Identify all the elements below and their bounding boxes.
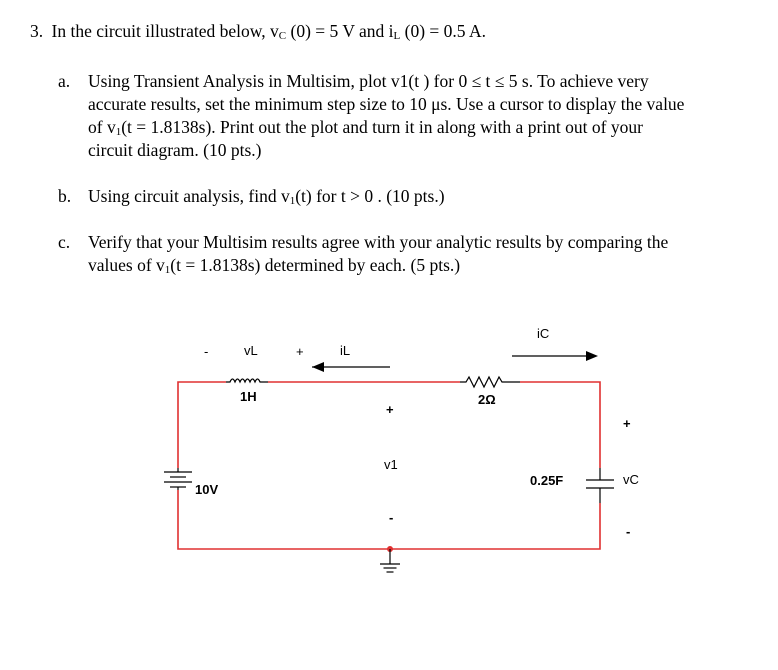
problem-intro: In the circuit illustrated below, vC (0) = 5 V and iL (0) = 0.5 A. (51, 21, 486, 42)
part-a-line2: accurate results, set the minimum step size to 10 μs. Use a cursor to display the value (88, 94, 685, 114)
wire-top-left (178, 382, 226, 468)
il-arrow-icon (312, 362, 390, 372)
part-c-letter: c. (58, 232, 71, 252)
resistor-value: 2Ω (478, 392, 496, 407)
ground-symbol (380, 546, 400, 572)
inductor-value: 1H (240, 389, 257, 404)
source-value: 10V (195, 482, 219, 497)
vc-label: vC (623, 472, 639, 487)
capacitor-symbol (586, 468, 614, 503)
part-a-letter: a. (58, 71, 71, 91)
v1-minus-sign: - (389, 510, 394, 525)
vl-plus-sign: + (296, 344, 304, 359)
vl-label: vL (244, 343, 258, 358)
part-b-letter: b. (58, 186, 72, 206)
part-b-text: Using circuit analysis, find v1(t) for t > 0 . (10 pts.) (88, 186, 445, 207)
part-c-line2: values of v1(t = 1.8138s) determined by each. (5 pts.) (88, 255, 461, 276)
wire-top-right (520, 382, 600, 468)
vl-minus-sign: - (204, 344, 209, 359)
ic-arrow-icon (512, 351, 598, 361)
vc-minus-sign: - (626, 524, 631, 539)
vc-plus-sign: + (623, 416, 631, 431)
ic-label: iC (537, 326, 550, 341)
capacitor-value: 0.25F (530, 473, 564, 488)
il-label: iL (340, 343, 351, 358)
part-a-line1: Using Transient Analysis in Multisim, plot v1(t ) for 0 ≤ t ≤ 5 s. To achieve very (88, 71, 649, 91)
v1-label: v1 (384, 457, 398, 472)
inductor-symbol (226, 379, 268, 382)
part-a-line3: of v1(t = 1.8138s). Print out the plot and turn it in along with a print out of your (88, 117, 643, 138)
part-a-line4: circuit diagram. (10 pts.) (88, 140, 262, 160)
v1-plus-sign: + (386, 402, 394, 417)
problem-number: 3. (30, 21, 44, 41)
battery-symbol (164, 468, 192, 490)
part-c-line1: Verify that your Multisim results agree with your analytic results by comparing the (88, 232, 669, 252)
resistor-symbol (460, 377, 520, 387)
